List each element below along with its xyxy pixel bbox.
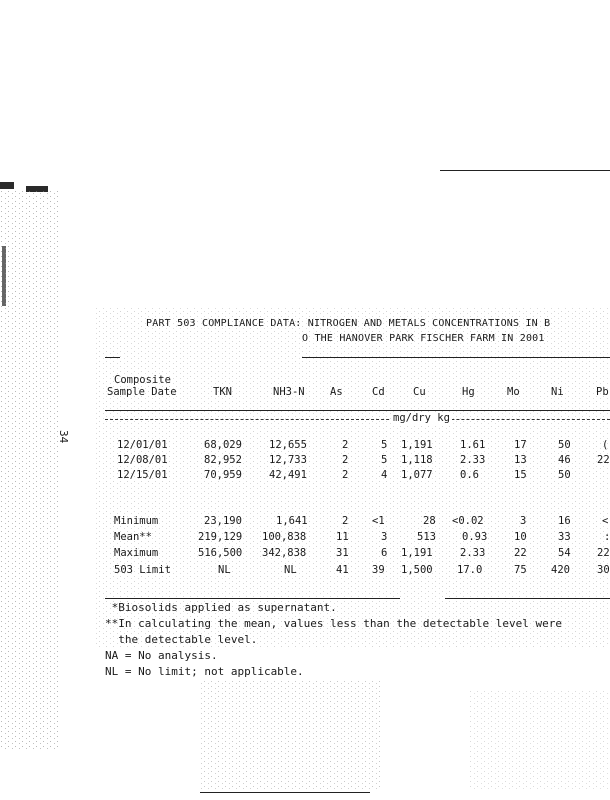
- footnote-na: NA = No analysis.: [105, 649, 218, 662]
- cell-nh3n: 12,655: [269, 439, 307, 451]
- title-rule: [302, 357, 610, 358]
- cell-cu: 1,500: [401, 564, 433, 576]
- cell-cd: 5: [381, 454, 388, 466]
- cell-ni: 33: [558, 531, 571, 543]
- units-label: mg/dry kg: [393, 412, 450, 424]
- table-bottom-rule: [105, 598, 400, 599]
- header-sample-line-2: Sample Date: [107, 386, 177, 398]
- cell-tkn: 70,959: [204, 469, 242, 481]
- cell-pb: <: [602, 515, 609, 527]
- table-title-line-1: PART 503 COMPLIANCE DATA: NITROGEN AND METALS CONCENTRATIONS IN B: [146, 318, 551, 329]
- units-dashed-rule: [105, 419, 610, 420]
- summary-row: [0, 564, 610, 579]
- cell-cu: 1,191: [401, 439, 433, 451]
- cell-tkn: 219,129: [198, 531, 243, 543]
- cell-nh3n: 1,641: [276, 515, 308, 527]
- cell-ni: 16: [558, 515, 571, 527]
- cell-as: 2: [342, 469, 349, 481]
- cell-ni: 46: [558, 454, 571, 466]
- cell-as: 41: [336, 564, 349, 576]
- cell-nh3n: NL: [284, 564, 297, 576]
- table-title-line-2: O THE HANOVER PARK FISCHER FARM IN 2001: [302, 333, 545, 344]
- cell-mo: 3: [520, 515, 527, 527]
- header-tkn: TKN: [213, 386, 232, 398]
- cell-pb: 22: [597, 454, 610, 466]
- footnote-mean-calculation: **In calculating the mean, values less than the detectable level were: [105, 617, 562, 630]
- cell-pb: 22: [597, 547, 610, 559]
- cell-as: 31: [336, 547, 349, 559]
- cell-cu: 513: [417, 531, 436, 543]
- cell-mo: 10: [514, 531, 527, 543]
- cell-stat-label: Minimum: [114, 515, 159, 527]
- cell-mo: 22: [514, 547, 527, 559]
- cell-hg: 2.33: [460, 547, 486, 559]
- header-mo: Mo: [507, 386, 520, 398]
- header-ni: Ni: [551, 386, 564, 398]
- cell-tkn: 23,190: [204, 515, 242, 527]
- header-hg: Hg: [462, 386, 475, 398]
- cell-cd: 5: [381, 439, 388, 451]
- cell-ni: 420: [551, 564, 570, 576]
- summary-row: [0, 531, 610, 546]
- cell-nh3n: 42,491: [269, 469, 307, 481]
- cell-mo: 15: [514, 469, 527, 481]
- cell-hg: <0.02: [452, 515, 484, 527]
- cell-date: 12/08/01: [117, 454, 168, 466]
- cell-mo: 17: [514, 439, 527, 451]
- cell-hg: 2.33: [460, 454, 486, 466]
- cell-nh3n: 100,838: [262, 531, 307, 543]
- header-sample-line-1: Composite: [114, 374, 171, 386]
- footnote-mean-calculation-cont: the detectable level.: [105, 633, 258, 646]
- summary-row: [0, 515, 610, 530]
- cell-cd: 4: [381, 469, 388, 481]
- cell-date: 12/15/01: [117, 469, 168, 481]
- cell-stat-label: Maximum: [114, 547, 159, 559]
- header-cu: Cu: [413, 386, 426, 398]
- footnote-nl: NL = No limit; not applicable.: [105, 665, 304, 678]
- title-rule-left: [105, 357, 120, 358]
- table-row: [0, 439, 610, 454]
- cell-hg: 0.6: [460, 469, 479, 481]
- table-row: [0, 454, 610, 469]
- cell-hg: 1.61: [460, 439, 486, 451]
- cell-as: 2: [342, 515, 349, 527]
- cell-cd: 39: [372, 564, 385, 576]
- cell-cu: 1,077: [401, 469, 433, 481]
- footnote-supernatant: *Biosolids applied as supernatant.: [105, 601, 337, 614]
- cell-as: 11: [336, 531, 349, 543]
- cell-stat-label: Mean**: [114, 531, 152, 543]
- cell-cd: 6: [381, 547, 388, 559]
- cell-cu: 1,191: [401, 547, 433, 559]
- cell-hg: 0.93: [462, 531, 488, 543]
- cell-nh3n: 12,733: [269, 454, 307, 466]
- cell-ni: 54: [558, 547, 571, 559]
- page-number: 34: [57, 430, 70, 444]
- header-as: As: [330, 386, 343, 398]
- cell-mo: 13: [514, 454, 527, 466]
- cell-hg: 17.0: [457, 564, 483, 576]
- header-cd: Cd: [372, 386, 385, 398]
- cell-cu: 1,118: [401, 454, 433, 466]
- cell-tkn: 68,029: [204, 439, 242, 451]
- cell-tkn: 82,952: [204, 454, 242, 466]
- table-bottom-rule-right: [445, 598, 610, 599]
- cell-as: 2: [342, 454, 349, 466]
- cell-pb: (: [602, 439, 609, 451]
- cell-pb: 30: [597, 564, 610, 576]
- cell-ni: 50: [558, 439, 571, 451]
- cell-tkn: 516,500: [198, 547, 243, 559]
- cell-nh3n: 342,838: [262, 547, 307, 559]
- cell-cu: 28: [423, 515, 436, 527]
- cell-pb: :: [604, 531, 610, 543]
- cell-ni: 50: [558, 469, 571, 481]
- cell-cd: <1: [372, 515, 385, 527]
- cell-mo: 75: [514, 564, 527, 576]
- cell-as: 2: [342, 439, 349, 451]
- table-row: [0, 469, 610, 484]
- cell-date: 12/01/01: [117, 439, 168, 451]
- header-pb: Pb: [596, 386, 609, 398]
- header-rule: [105, 410, 610, 411]
- cell-tkn: NL: [218, 564, 231, 576]
- cell-stat-label: 503 Limit: [114, 564, 171, 576]
- header-nh3n: NH3-N: [273, 386, 305, 398]
- summary-row: [0, 547, 610, 562]
- cell-cd: 3: [381, 531, 388, 543]
